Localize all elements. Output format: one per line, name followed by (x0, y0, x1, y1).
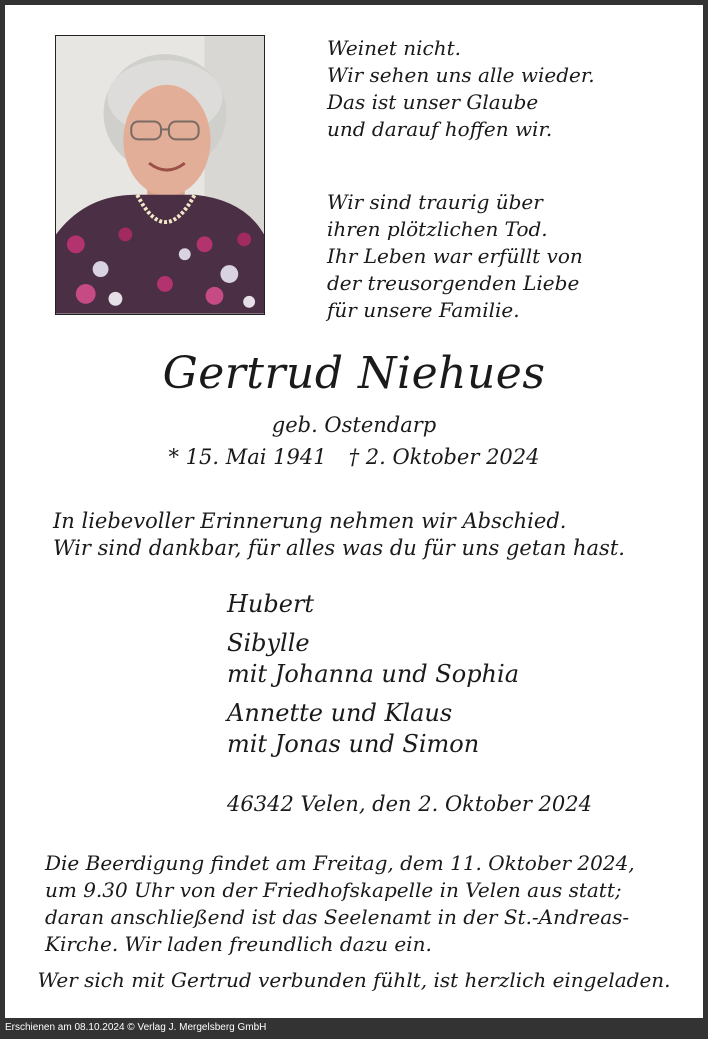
death-date: † 2. Oktober 2024 (348, 445, 540, 469)
verse-stanza-2 (327, 189, 667, 324)
deceased-name: Gertrud Niehues (162, 348, 546, 399)
verse-line: Ihr Leben war erfüllt von (327, 244, 583, 268)
verse-line: der treusorgenden Liebe (327, 271, 580, 295)
family-group-2 (227, 628, 687, 690)
verse-line: und darauf hoffen wir. (327, 117, 553, 141)
family-member: Hubert (227, 590, 315, 618)
family-member: mit Jonas und Simon (227, 730, 480, 758)
farewell-line: In liebevoller Erinnerung nehmen wir Abschied. (53, 509, 567, 533)
verse-line: Weinet nicht. (327, 36, 462, 60)
invitation: Wer sich mit Gertrud verbunden fühlt, ist herzlich eingeladen. (37, 968, 671, 992)
verse-line: Das ist unser Glaube (327, 90, 539, 114)
publication-footer: Erschienen am 08.10.2024 © Verlag J. Mergelsberg GmbH (5, 1022, 267, 1033)
birth-date: * 15. Mai 1941 (168, 445, 327, 469)
life-dates (5, 445, 703, 469)
birth-name: geb. Ostendarp (271, 413, 437, 437)
verse-line: Wir sehen uns alle wieder. (327, 63, 595, 87)
verse-line: ihren plötzlichen Tod. (327, 217, 548, 241)
verse-stanza-1 (327, 35, 667, 143)
family-member: mit Johanna und Sophia (227, 660, 519, 688)
portrait-icon (56, 36, 264, 314)
family-member: Annette und Klaus (227, 699, 453, 727)
verse-line: Wir sind traurig über (327, 190, 543, 214)
family-group-3 (227, 698, 687, 760)
place-date: 46342 Velen, den 2. Oktober 2024 (227, 792, 592, 816)
funeral-line: um 9.30 Uhr von der Friedhofskapelle in Velen aus statt; (45, 878, 622, 902)
verse-line: für unsere Familie. (327, 298, 520, 322)
funeral-info (45, 850, 685, 958)
farewell-text (53, 508, 693, 562)
funeral-line: daran anschließend ist das Seelenamt in der St.-Andreas- (45, 905, 630, 929)
family-member: Sibylle (227, 629, 310, 657)
funeral-line: Die Beerdigung findet am Freitag, dem 11. Oktober 2024, (45, 851, 635, 875)
farewell-line: Wir sind dankbar, für alles was du für uns getan hast. (53, 536, 625, 560)
portrait-photo (55, 35, 265, 315)
obituary-card (5, 5, 703, 1018)
funeral-line: Kirche. Wir laden freundlich dazu ein. (45, 932, 432, 956)
family-group-1 (227, 589, 687, 620)
